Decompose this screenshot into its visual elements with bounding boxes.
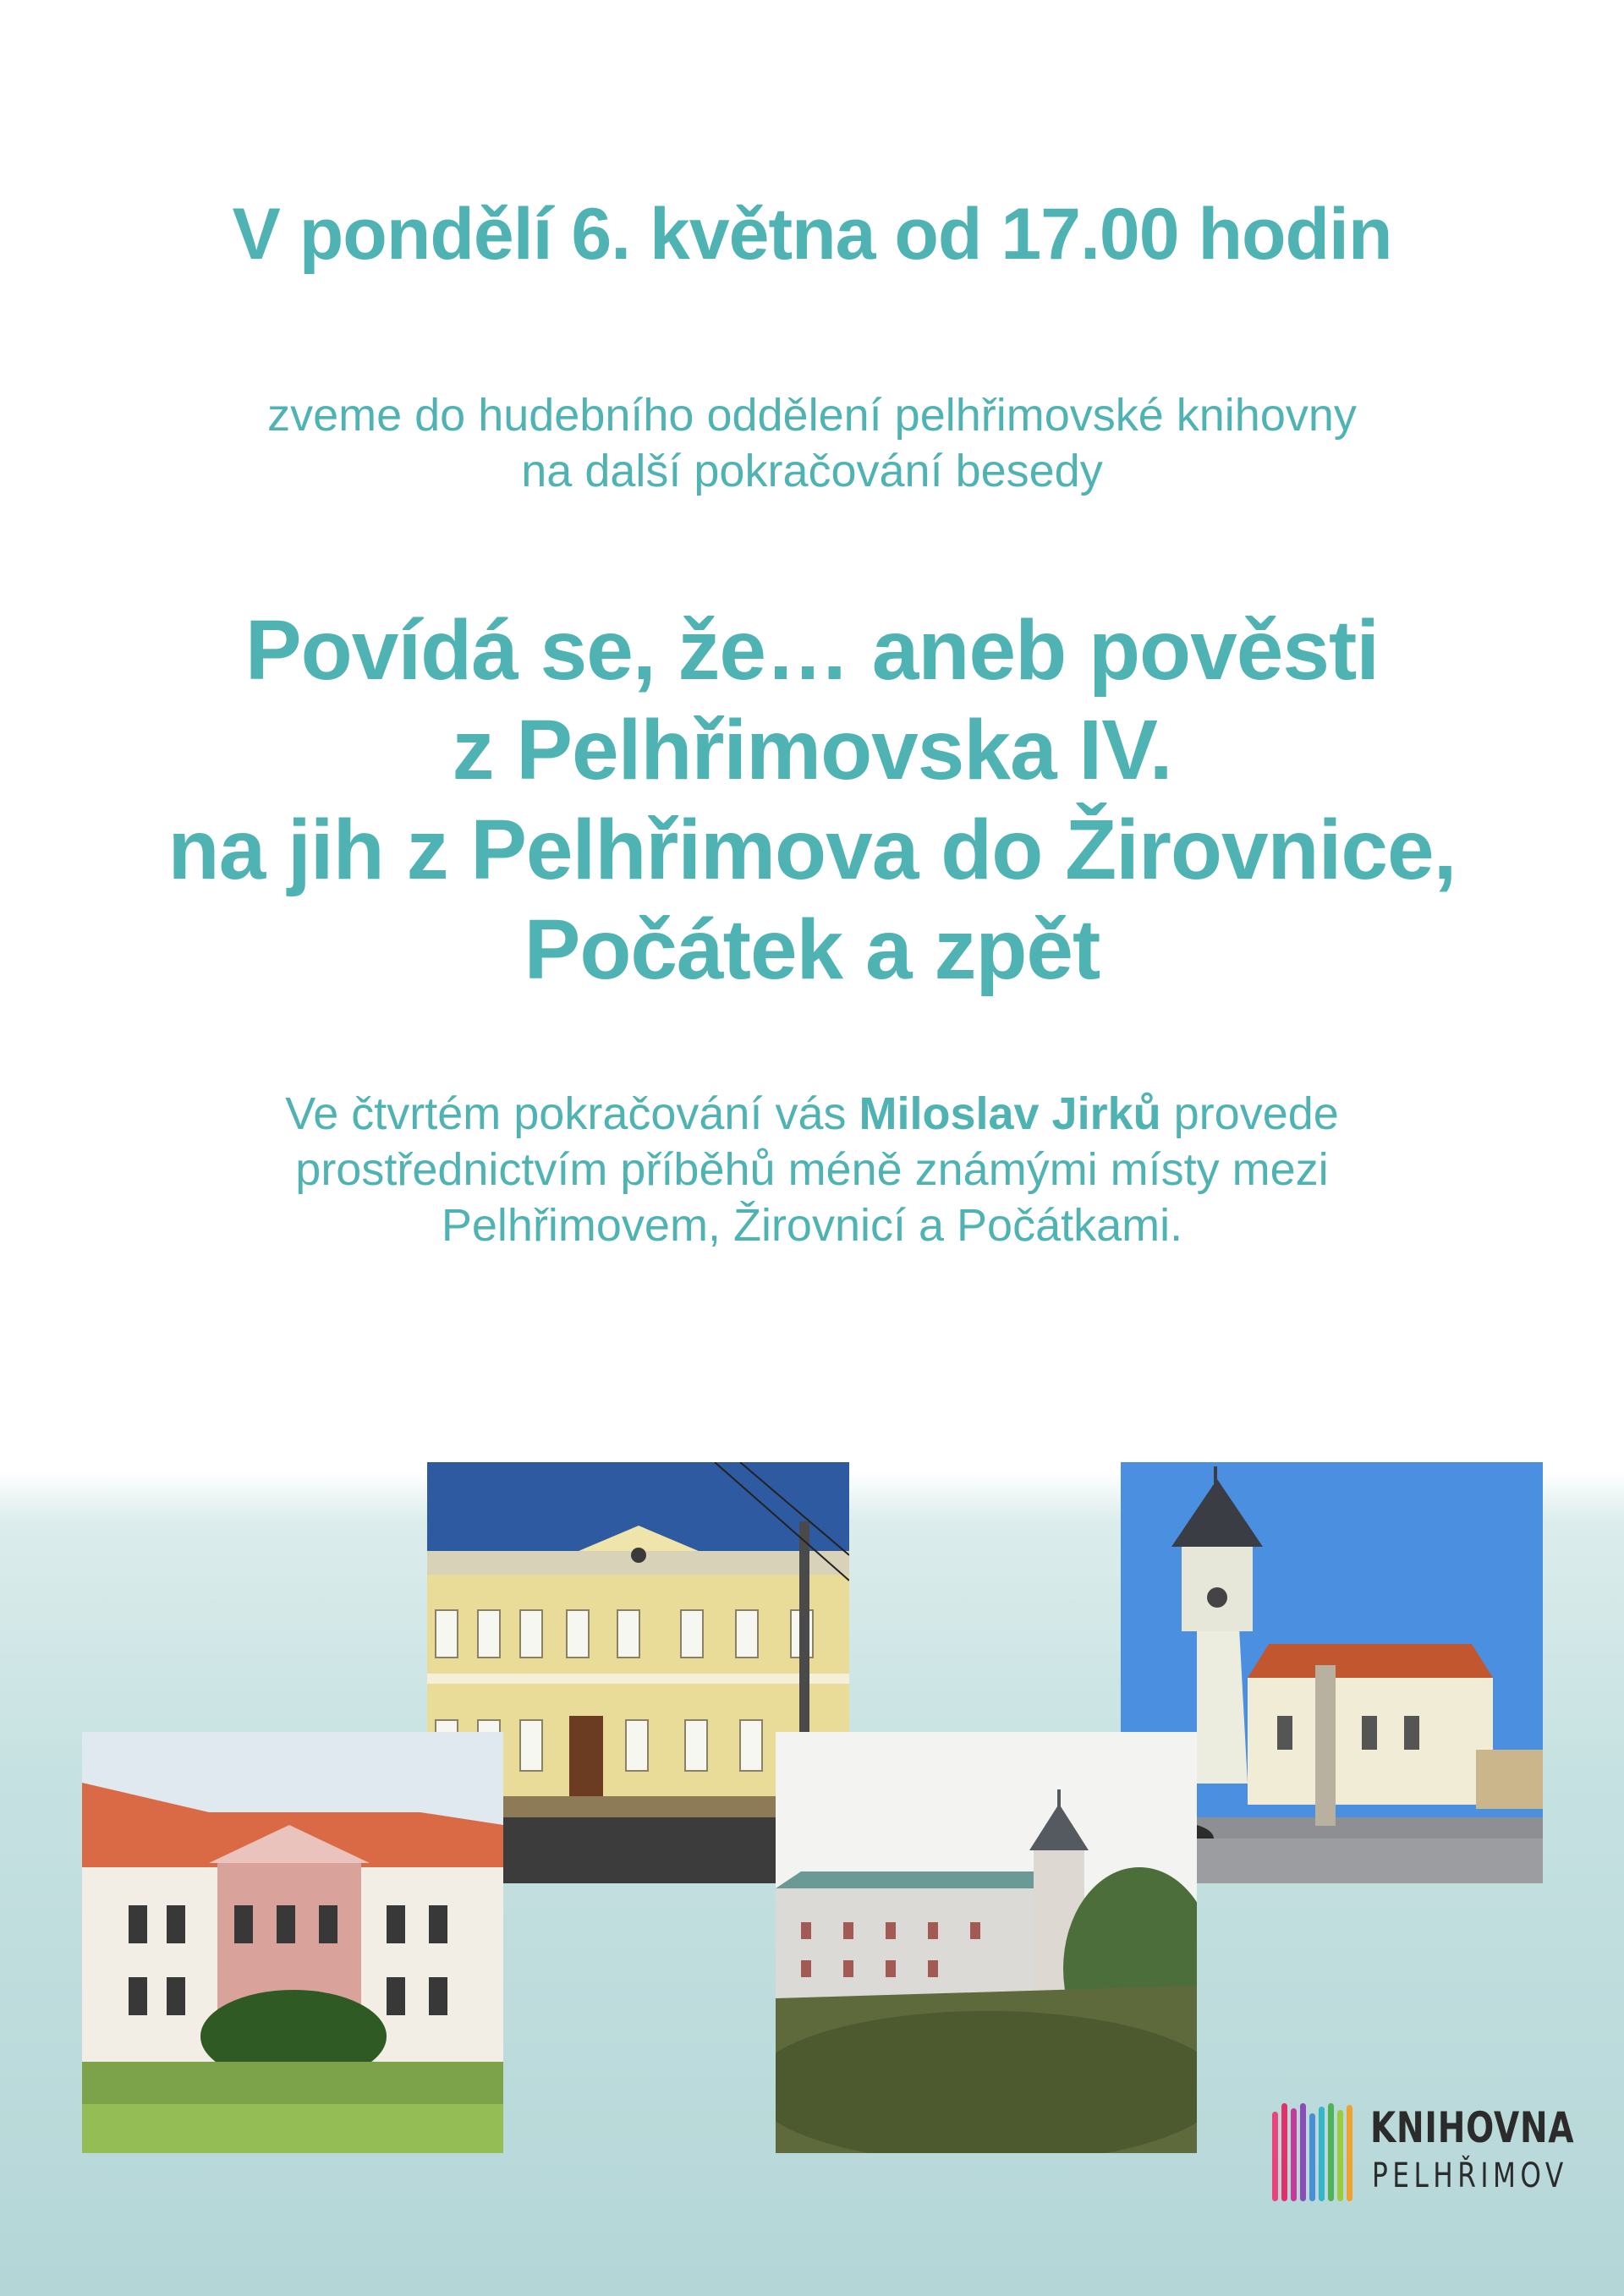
logo-bar [1300,2103,1306,2201]
logo-bar [1291,2108,1297,2201]
library-logo [1269,2101,1575,2207]
invitation-line-1: zveme do hudebního oddělení pelhřimovské knihovny [267,390,1357,441]
logo-bars-icon [1269,2103,1358,2205]
event-date-heading: V pondělí 6. května od 17.00 hodin [232,194,1392,275]
logo-bar [1319,2107,1325,2201]
logo-bar [1347,2105,1352,2201]
description-line-2: prostřednictvím příběhů méně známými místy mezi [295,1144,1329,1195]
logo-bar [1309,2113,1315,2201]
description-text: provede [1160,1088,1339,1139]
logo-bar [1281,2103,1287,2201]
logo-bar [1337,2110,1343,2201]
description-line-3: Pelhřimovem, Žirovnicí a Počátkami. [441,1200,1183,1251]
logo-bar [1272,2112,1278,2201]
event-title-line-1: Povídá se, že… aneb pověsti [244,603,1380,698]
speaker-name: Miloslav Jirků [859,1088,1161,1139]
photo-manor-building [82,1732,503,2153]
event-title-line-2: z Pelhřimovska IV. [452,703,1172,797]
description-text: Ve čtvrtém pokračování vás [285,1088,859,1139]
invitation-line-2: na další pokračování besedy [521,446,1103,496]
event-title-line-3: na jih z Pelhřimova do Žirovnice, [167,803,1457,897]
logo-bar [1328,2103,1334,2201]
event-title-line-4: Počátek a zpět [524,902,1100,997]
logo-text-pelhrimov: PELHŘIMOV [1372,2156,1568,2195]
photo-castle [776,1732,1197,2153]
logo-text-knihovna: KNIHOVNA [1370,2103,1575,2152]
description-line-1 [0,1088,1624,1140]
